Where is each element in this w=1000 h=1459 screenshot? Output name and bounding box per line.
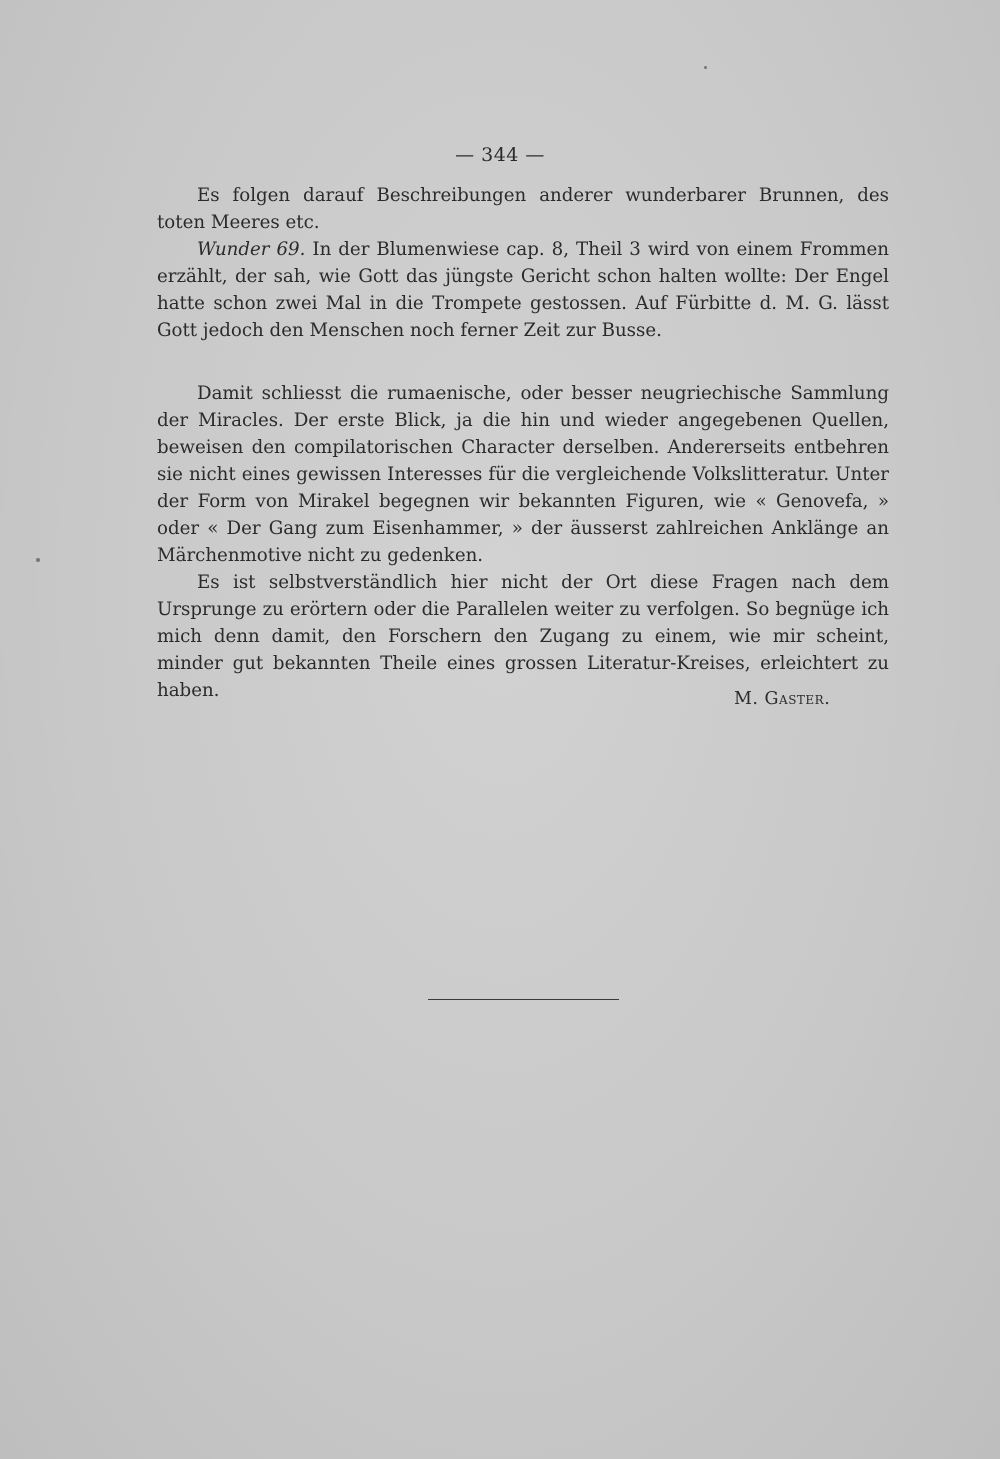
paper-speck: [36, 558, 40, 562]
wunder-label: Wunder 69.: [197, 239, 306, 260]
author-signature: [734, 689, 830, 709]
end-rule: [428, 999, 619, 1000]
signature-surname: Gaster.: [764, 689, 831, 709]
signature-initial: M.: [734, 689, 765, 709]
paragraph-wunder-69: [157, 236, 889, 344]
text-section-2: [157, 380, 889, 704]
page-number: — 344 —: [455, 144, 545, 166]
wunder-text: In der Blumenwiese cap. 8, Theil 3 wird von einem Frommen erzählt, der sah, wie Gott das jüngste Gericht schon halten wollte: Der Engel hatte schon zwei Mal in die Trompete gestossen. Auf Fürbitte d. M. G. lässt Gott jedoch den Menschen noch ferner Zeit zur Busse.: [157, 239, 889, 341]
paragraph-miracles: Damit schliesst die rumaenische, oder besser neugriechische Sammlung der Miracles. Der erste Blick, ja die hin und wieder angegebenen Quellen, beweisen den compilatorischen Character derselben. Andererseits entbehren sie nicht eines gewissen Interesses für die vergleichende Volkslitteratur. Unter der Form von Mirakel begegnen wir bekannten Figuren, wie « Genovefa, » oder « Der Gang zum Eisenhammer, » der äusserst zahlreichen Anklänge an Märchenmotive nicht zu gedenken.: [157, 383, 889, 566]
paragraph-conclusion: Es ist selbstverständlich hier nicht der Ort diese Fragen nach dem Ursprunge zu erörtern oder die Parallelen weiter zu verfolgen. So begnüge ich mich denn damit, den Forschern den Zugang zu einem, wie mir scheint, minder gut bekannten Theile eines grossen Literatur-Kreises, erleichtert zu haben.: [157, 572, 889, 701]
paragraph-brunnen: Es folgen darauf Beschreibungen anderer wunderbarer Brunnen, des toten Meeres etc.: [157, 185, 889, 233]
paper-speck: [704, 66, 707, 69]
text-section-1: [157, 182, 889, 344]
